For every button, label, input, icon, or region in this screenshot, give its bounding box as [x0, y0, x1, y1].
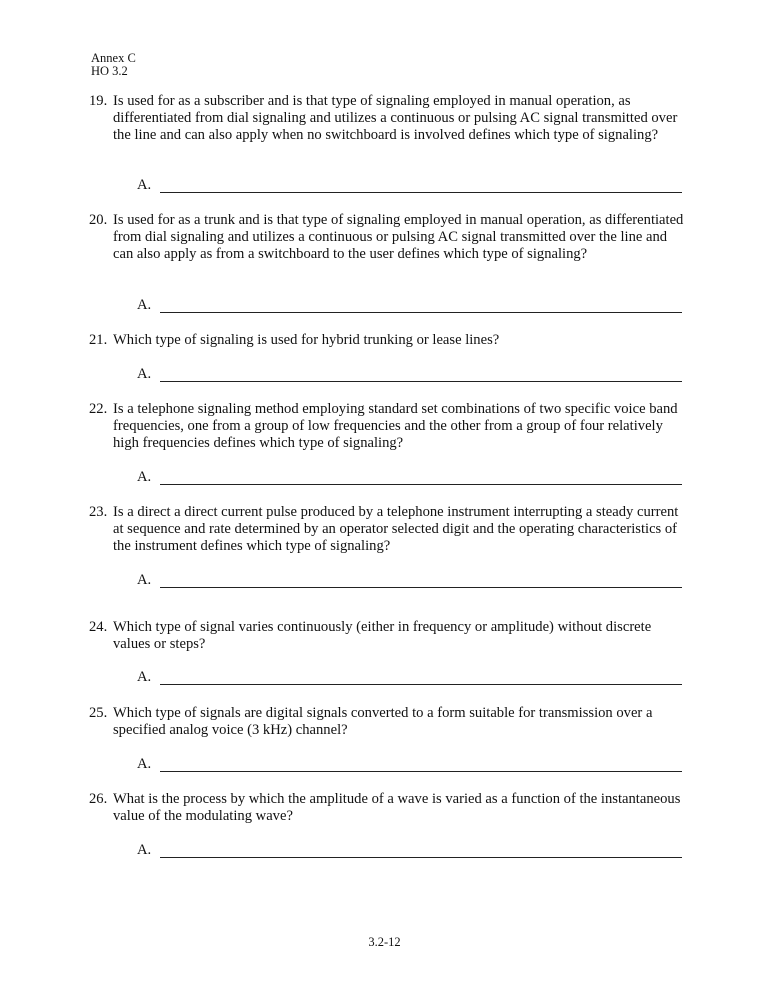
answer-label: A. — [137, 572, 152, 588]
page-number: 3.2-12 — [368, 935, 401, 949]
answer-line[interactable] — [160, 683, 682, 685]
answer-line[interactable] — [160, 856, 682, 858]
question-text: Is used for as a subscriber and is that type of signaling employed in manual operation, as differentiated from dial signaling and utilizes a continuous or pulsing AC signal transmitted over the line and can also apply when no switchboard is involved defines which type of signaling? — [113, 93, 678, 144]
question-19 — [89, 93, 689, 145]
question-number: 21. — [89, 332, 108, 348]
question-number: 19. — [89, 93, 108, 109]
question-26 — [89, 791, 689, 825]
question-24 — [89, 619, 689, 653]
question-25 — [89, 705, 689, 739]
question-22 — [89, 401, 689, 453]
answer-line[interactable] — [160, 191, 682, 193]
page-header — [91, 52, 136, 78]
question-number: 24. — [89, 619, 108, 635]
question-20 — [89, 212, 689, 264]
answer-19 — [137, 175, 682, 195]
answer-20 — [137, 295, 682, 315]
answer-label: A. — [137, 469, 152, 485]
question-text: Is a direct a direct current pulse produced by a telephone instrument interrupting a steady current at sequence and rate determined by an operator selected digit and the operating characteristics of the instrument defines which type of signaling? — [113, 504, 679, 555]
answer-label: A. — [137, 297, 152, 313]
question-text: Which type of signaling is used for hybrid trunking or lease lines? — [113, 332, 500, 348]
answer-label: A. — [137, 842, 152, 858]
question-text: What is the process by which the amplitude of a wave is varied as a function of the instantaneous value of the modulating wave? — [113, 791, 681, 825]
answer-25 — [137, 754, 682, 774]
answer-line[interactable] — [160, 380, 682, 382]
answer-line[interactable] — [160, 311, 682, 313]
answer-line[interactable] — [160, 770, 682, 772]
question-text: Is used for as a trunk and is that type of signaling employed in manual operation, as differentiated from dial signaling and utilizes a continuous or pulsing AC signal transmitted over the line and can also apply as from a switchboard to the user defines which type of signaling? — [113, 212, 684, 263]
answer-label: A. — [137, 669, 152, 685]
answer-24 — [137, 667, 682, 687]
answer-23 — [137, 570, 682, 590]
question-number: 22. — [89, 401, 108, 417]
question-number: 26. — [89, 791, 108, 807]
question-number: 23. — [89, 504, 108, 520]
answer-label: A. — [137, 756, 152, 772]
answer-line[interactable] — [160, 483, 682, 485]
question-number: 25. — [89, 705, 108, 721]
question-text: Which type of signals are digital signals converted to a form suitable for transmission over a specified analog voice (3 kHz) channel? — [113, 705, 653, 739]
answer-line[interactable] — [160, 586, 682, 588]
annex-label: Annex C — [91, 51, 136, 65]
answer-26 — [137, 840, 682, 860]
question-23 — [89, 504, 689, 556]
answer-21 — [137, 364, 682, 384]
answer-22 — [137, 467, 682, 487]
answer-label: A. — [137, 177, 152, 193]
question-number: 20. — [89, 212, 108, 228]
handout-label: HO 3.2 — [91, 64, 128, 78]
answer-label: A. — [137, 366, 152, 382]
question-text: Is a telephone signaling method employing standard set combinations of two specific voice band frequencies, one from a group of low frequencies and the other from a group of four relatively high frequencies defines which type of signaling? — [113, 401, 678, 452]
question-text: Which type of signal varies continuously (either in frequency or amplitude) without discrete values or steps? — [113, 619, 652, 653]
question-21 — [89, 332, 689, 349]
